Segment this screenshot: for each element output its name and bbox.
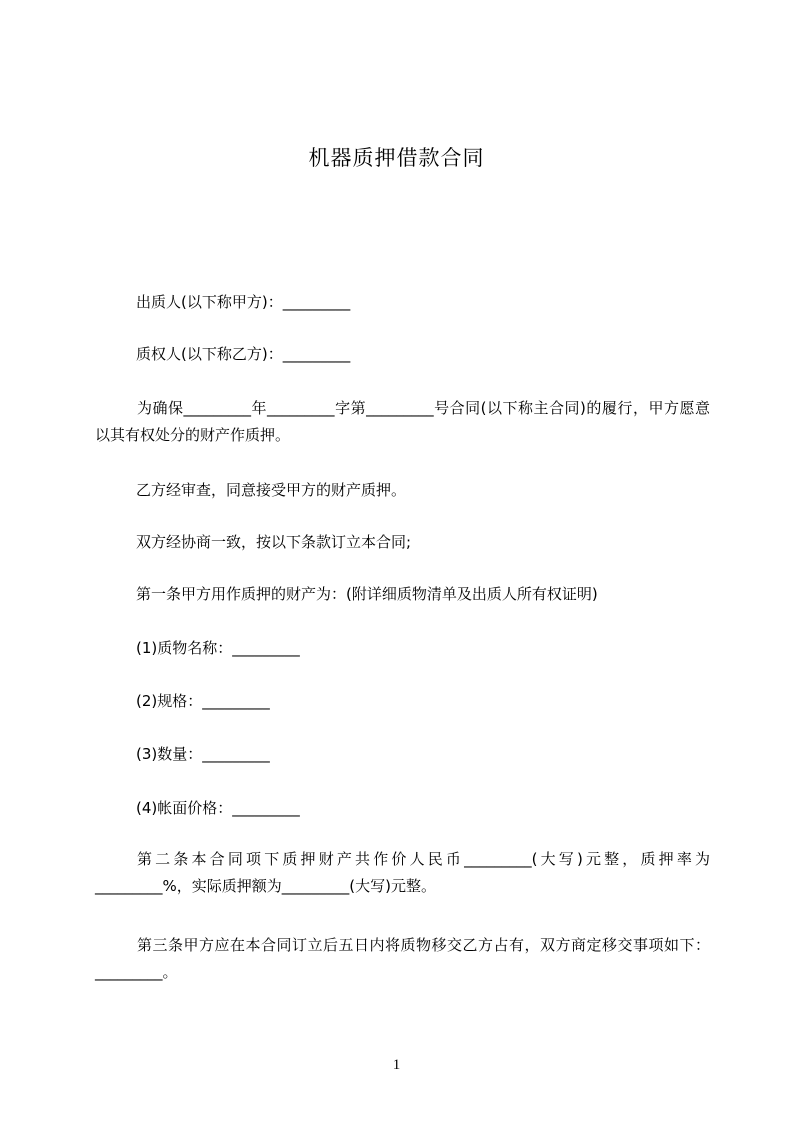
document-title: 机器质押借款合同 bbox=[308, 146, 485, 170]
pledgee-line: 质权人(以下称乙方)：_________ bbox=[136, 345, 351, 363]
item-price-line: (4)帐面价格：_________ bbox=[136, 799, 300, 817]
article-two-paragraph: 第二条本合同项下质押财产共作价人民币_________(大写)元整，质押率为_________%，实际质押额为_________(大写)元整。 bbox=[95, 850, 710, 895]
purpose-paragraph: 为确保_________年_________字第_________号合同(以下称主合同)的履行，甲方愿意以其有权处分的财产作质押。 bbox=[95, 399, 710, 444]
pledgor-line: 出质人(以下称甲方)：_________ bbox=[136, 293, 351, 311]
item-name-line: (1)质物名称：_________ bbox=[136, 639, 300, 657]
item-spec-line: (2)规格：_________ bbox=[136, 692, 270, 710]
page-number: 1 bbox=[392, 1057, 401, 1073]
article-one-line: 第一条甲方用作质押的财产为：(附详细质物清单及出质人所有权证明) bbox=[136, 585, 598, 603]
agreement-line: 双方经协商一致，按以下条款订立本合同; bbox=[136, 533, 412, 551]
review-line: 乙方经审查，同意接受甲方的财产质押。 bbox=[136, 481, 407, 499]
article-three-paragraph: 第三条甲方应在本合同订立后五日内将质物移交乙方占有，双方商定移交事项如下：_________。 bbox=[95, 936, 710, 981]
item-quantity-line: (3)数量：_________ bbox=[136, 745, 270, 763]
